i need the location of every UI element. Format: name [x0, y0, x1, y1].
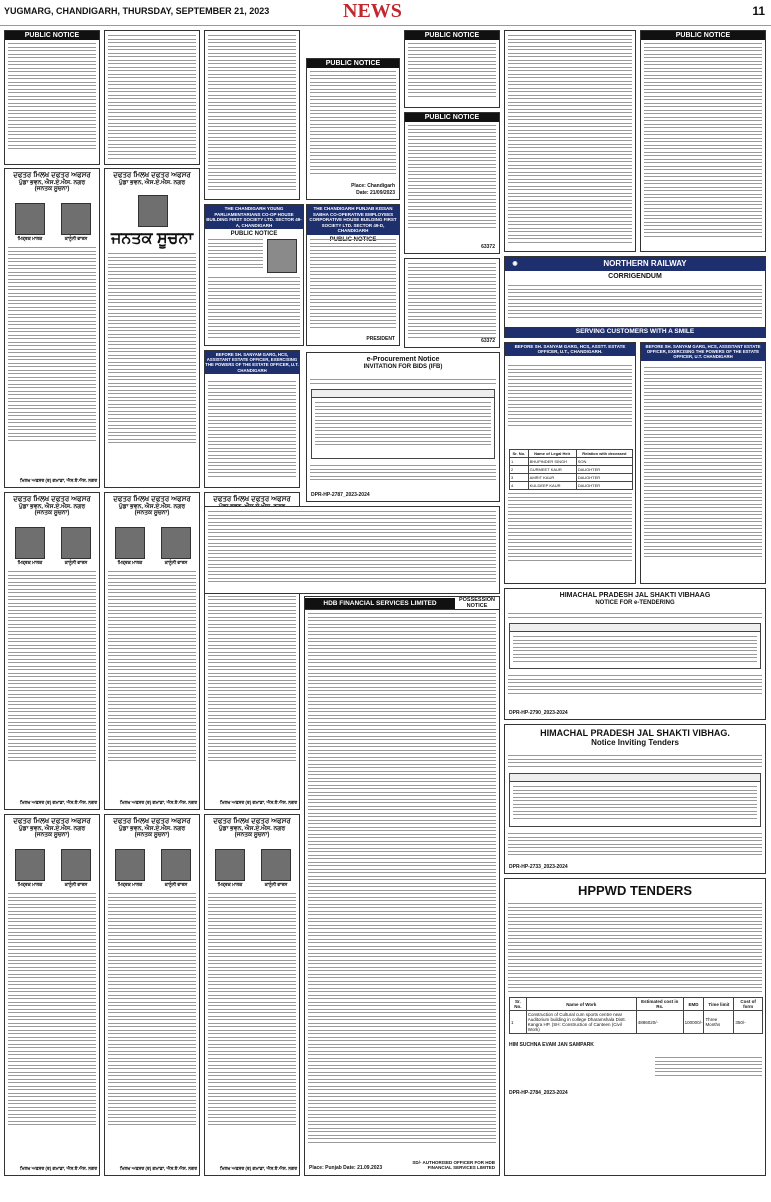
notice-address: ਪੁੱਡਾ ਭਵਨ, ਐਸ.ਏ.ਐਸ. ਨਗਰ: [118, 503, 186, 510]
hppwd-tender-notice: [504, 878, 766, 1176]
railway-logo-icon: ◉: [505, 257, 525, 271]
table-cell: DAUGHTER: [576, 466, 632, 474]
chandigarh-society-notice: [204, 204, 304, 346]
punjabi-notice-7: [204, 814, 300, 1176]
notice-body: [508, 365, 632, 428]
notice-body: [408, 263, 496, 340]
photo-caption-heir: ਕਾਨੂੰਨੀ ਵਾਰਸ: [64, 882, 88, 887]
photo-caption-heir: ਕਾਨੂੰਨੀ ਵਾਰਸ: [264, 882, 288, 887]
heir-photo: [161, 527, 191, 559]
notice-heading: PUBLIC NOTICE: [405, 31, 499, 40]
col1-public-notice: [4, 30, 100, 165]
col4-public-notice: [306, 58, 400, 200]
photo-caption-heir: ਕਾਨੂੰਨੀ ਵਾਰਸ: [64, 236, 88, 241]
table-cell: GURMEET KAUR: [528, 466, 576, 474]
hdb-place-date: Place: Punjab Date: 21.09.2023: [309, 1164, 383, 1171]
jal-reference: DPR-HP-2733_2023-2024: [509, 863, 568, 870]
notice-office: ਦਫਤਰ ਮਿਲਖ ਦਫਤਰ ਅਫਸਰ: [113, 818, 191, 825]
ifb-subtitle: INVITATION FOR BIDS (IFB): [363, 363, 443, 370]
col5-punjabi-notice: [404, 112, 500, 254]
table-cell: Three Months: [704, 1011, 734, 1034]
col5-english-notice: [404, 30, 500, 108]
heir-photo: [61, 203, 91, 235]
kissan-sabha-notice: [306, 204, 400, 346]
jal-table: [509, 623, 761, 669]
ifb-reference: DPR-HP-2787_2023-2024: [311, 491, 370, 498]
notice-kind: (ਜਨਤਕ ਸੂਚਨਾ): [134, 832, 170, 839]
photo-caption-heir: ਕਾਨੂੰਨੀ ਵਾਰਸ: [164, 882, 188, 887]
notice-number: 63372: [481, 243, 495, 250]
table-row: [510, 458, 633, 466]
hdb-authorised-officer: SD/- AUTHORISED OFFICER FOR HDB FINANCIAL SERVICES LIMITED: [412, 1160, 495, 1171]
notice-number: 63372: [481, 337, 495, 344]
estate-heading: BEFORE SH. SANYAM GARG, HCS, ASSISTANT ESTATE OFFICER, EXERCISING THE POWERS OF THE ESTATE OFFICER, U.T. CHANDIGARH: [641, 343, 765, 361]
table-cell: 4886020/-: [636, 1011, 683, 1034]
railway-brand: NORTHERN RAILWAY: [525, 257, 765, 271]
hppwd-reference: DPR-HP-2784_2023-2024: [509, 1090, 568, 1096]
notice-signatory: ਮਿਲਖ ਅਫਸਰ (ਰ) ਗਮਾਡਾ, ਐਸ.ਏ.ਐਸ. ਨਗਰ: [20, 1166, 97, 1172]
table-header-cell: Name of Work: [526, 998, 636, 1011]
hindi-legal-notice: [204, 506, 500, 594]
notice-heading: PUBLIC NOTICE: [5, 31, 99, 40]
notice-office: ਦਫਤਰ ਮਿਲਖ ਦਫਤਰ ਅਫਸਰ: [13, 818, 91, 825]
photo-caption-owner: ਮਿਤ੍ਰਕ ਮਾਲਕ: [117, 560, 143, 565]
jal-title: HIMACHAL PRADESH JAL SHAKTI VIBHAG.: [540, 728, 730, 738]
table-header-cell: Sr. No.: [510, 450, 529, 458]
heir-photo: [161, 849, 191, 881]
notice-body: [208, 381, 296, 479]
photo-caption-heir: ਕਾਨੂੰਨੀ ਵਾਰਸ: [164, 560, 188, 565]
ifb-footer: [310, 465, 496, 483]
hdb-possession-notice: [304, 596, 500, 1176]
hppwd-title: HPPWD TENDERS: [577, 883, 693, 898]
notice-place: Place: Chandigarh: [351, 182, 395, 189]
legal-heir-notice: [504, 342, 636, 584]
deceased-photo: [115, 849, 145, 881]
notice-office: ਦਫਤਰ ਮਿਲਖ ਦਫਤਰ ਅਫਸਰ: [113, 496, 191, 503]
notice-body-cont: [508, 493, 632, 563]
col3-hindi-notice: [204, 30, 300, 200]
deceased-photo: [115, 527, 145, 559]
table-cell: 1: [510, 458, 529, 466]
notice-body: [208, 35, 296, 193]
notice-office: ਦਫਤਰ ਮਿਲਖ ਦਫਤਰ ਅਫਸਰ: [13, 172, 91, 179]
notice-kind: (ਜਨਤਕ ਸੂਚਨਾ): [34, 186, 70, 193]
notice-body: [8, 893, 96, 1128]
notice-body: [408, 125, 496, 230]
punjabi-notice-5: [4, 814, 100, 1176]
table-cell: KULDEEP KAUR: [528, 482, 576, 490]
col6-public-notice: [640, 30, 766, 252]
notice-body: [644, 43, 762, 239]
notice-body: [508, 35, 632, 245]
jal-footer: [508, 833, 762, 858]
society-name: THE CHANDIGARH YOUNG PARLIAMENTARIANS CO-OP HOUSE BUILDING FIRST SOCIETY LTD. SECTOR 49-A, CHANDIGARH: [206, 206, 302, 228]
jal-subtitle: Notice Inviting Tenders: [591, 737, 679, 747]
table-header-cell: Estimated cost in Rs.: [636, 998, 683, 1011]
jal-intro: [508, 613, 762, 620]
jal-table: [509, 773, 761, 827]
hppwd-table: [509, 997, 763, 1034]
deceased-photo: [138, 195, 168, 227]
ifb-notice: [306, 352, 500, 502]
col2-gmada-notice: [104, 30, 200, 165]
notice-kind: (ਜਨਤਕ ਸੂਚਨਾ): [234, 832, 270, 839]
hdb-name: HDB FINANCIAL SERVICES LIMITED: [305, 598, 455, 609]
photo-caption-owner: ਮਿਤ੍ਰਕ ਮਾਲਕ: [17, 882, 43, 887]
jal-shakti-etender-notice: [504, 588, 766, 720]
notice-body: [108, 893, 196, 1128]
jal-intro: [508, 755, 762, 769]
notice-date: Date: 21/09/2023: [356, 189, 395, 196]
table-header-cell: Sr. No.: [510, 998, 527, 1011]
heir-photo: [261, 849, 291, 881]
ifb-title: e-Procurement Notice: [366, 356, 440, 363]
president-sign: PRESIDENT: [366, 335, 395, 342]
heir-photo: [61, 849, 91, 881]
table-row: [510, 474, 633, 482]
deceased-photo: [15, 849, 45, 881]
notice-body: [644, 367, 762, 560]
punjabi-notice-6: [104, 814, 200, 1176]
notice-body: [8, 247, 96, 443]
jal-reference: DPR-HP-2790_2023-2024: [509, 709, 568, 716]
notice-body: [208, 511, 496, 585]
table-row: [510, 466, 633, 474]
hppwd-signatory: [655, 1057, 762, 1078]
jantak-title: ਜਨਤਕ ਸੂਚਨਾ: [110, 230, 194, 248]
ifb-table: [311, 389, 495, 459]
jal-title: HIMACHAL PRADESH JAL SHAKTI VIBHAAG: [559, 592, 711, 599]
notice-address: ਪੁੱਡਾ ਭਵਨ, ਐਸ.ਏ.ਐਸ. ਨਗਰ: [118, 825, 186, 832]
table-header-cell: Cost of form: [734, 998, 763, 1011]
notice-body: [8, 571, 96, 764]
jal-shakti-nit-notice: [504, 724, 766, 874]
estate-heading: BEFORE SH. SANYAM GARG, HCS, ASSTT. ESTATE OFFICER, U.T., CHANDIGARH.: [505, 343, 635, 356]
notice-heading: PUBLIC NOTICE: [405, 113, 499, 122]
table-header-cell: EMD: [683, 998, 704, 1011]
notice-body: [310, 71, 396, 176]
legal-heir-table: [509, 449, 633, 490]
table-cell: BHUPINDER SINGH: [528, 458, 576, 466]
notice-body: [408, 43, 496, 99]
notice-body: [208, 893, 296, 1128]
punjabi-notice-1: [4, 168, 100, 488]
notice-address: ਪੁੱਡਾ ਭਵਨ, ਐਸ.ਏ.ਐਸ. ਨਗਰ: [18, 179, 86, 186]
table-row: [510, 1011, 763, 1034]
railway-body: [508, 285, 762, 320]
jantak-suchna-notice: [104, 168, 200, 488]
table-cell: 4: [510, 482, 529, 490]
notice-office: ਦਫਤਰ ਮਿਲਖ ਦਫਤਰ ਅਫਸਰ: [213, 818, 291, 825]
hppwd-intro: [508, 903, 762, 994]
table-cell: DAUGHTER: [576, 482, 632, 490]
notice-address: ਪੁੱਡਾ ਭਵਨ, ਐਸ.ਏ.ਐਸ. ਨਗਰ: [18, 503, 86, 510]
notice-body-cont: [208, 277, 300, 340]
table-cell: 1: [510, 1011, 527, 1034]
masthead-section: NEWS: [343, 0, 402, 22]
photo-caption-owner: ਮਿਤ੍ਰਕ ਮਾਲਕ: [217, 882, 243, 887]
col6-estate-notice: [640, 342, 766, 584]
notice-signatory: ਮਿਲਖ ਅਫਸਰ (ਰ) ਗਮਾਡਾ, ਐਸ.ਏ.ਐਸ. ਨਗਰ: [220, 1166, 297, 1172]
notice-address: ਪੁੱਡਾ ਭਵਨ, ਐਸ.ਏ.ਐਸ. ਨਗਰ: [118, 179, 186, 186]
notice-kind: (ਜਨਤਕ ਸੂਚਨਾ): [134, 510, 170, 517]
estate-office-notice: [204, 350, 300, 488]
table-header-cell: Name of Legal Heir: [528, 450, 576, 458]
photo-caption-heir: ਕਾਨੂੰਨੀ ਵਾਰਸ: [64, 560, 88, 565]
deceased-photo: [15, 203, 45, 235]
photo-caption-owner: ਮਿਤ੍ਰਕ ਮਾਲਕ: [17, 560, 43, 565]
notice-body: [208, 239, 263, 271]
notice-body: [108, 35, 196, 161]
table-cell: 3: [510, 474, 529, 482]
society-name: THE CHANDIGARH PUNJAB KISSAN SABHA CO-OPERATIVE EMPLOYEES CORPORATIVE HOUSE BUILDING FIRST SOCIETY LTD. SECTOR 49-D, CHANDIGARH: [307, 205, 399, 235]
table-cell: Construction of Cultural cum sports centre near Auditorium building in college Dharamshala Distt. Kangra HP. (SH: Construction of Canteen (Civil Work): [526, 1011, 636, 1034]
col5-punjabi-notice-2: [404, 258, 500, 348]
table-header-cell: Time limit: [704, 998, 734, 1011]
notice-body: [8, 43, 96, 152]
deceased-photo: [215, 849, 245, 881]
notice-body: [310, 239, 396, 330]
notice-kind: (ਜਨਤਕ ਸੂਚਨਾ): [34, 510, 70, 517]
hdb-body: [308, 613, 496, 1145]
notice-address: ਪੁੱਡਾ ਭਵਨ, ਐਸ.ਏ.ਐਸ. ਨਗਰ: [218, 825, 286, 832]
notice-office: ਦਫਤਰ ਮਿਲਖ ਦਫਤਰ ਅਫਸਰ: [213, 496, 291, 503]
table-cell: 100000/-: [683, 1011, 704, 1034]
notice-signatory: ਮਿਲਖ ਅਫਸਰ (ਰ) ਗਮਾਡਾ, ਐਸ.ਏ.ਐਸ. ਨਗਰ: [220, 800, 297, 806]
ifb-intro: [310, 379, 496, 386]
notice-signatory: ਮਿਲਖ ਅਫਸਰ (ਰ) ਗਮਾਡਾ, ਐਸ.ਏ.ਐਸ. ਨਗਰ: [20, 478, 97, 484]
photo-caption-owner: ਮਿਤ੍ਰਕ ਮਾਲਕ: [117, 882, 143, 887]
table-cell: 2: [510, 466, 529, 474]
masthead-date: YUGMARG, CHANDIGARH, THURSDAY, SEPTEMBER 21, 2023: [4, 6, 270, 16]
punjabi-notice-2: [4, 492, 100, 810]
member-photo: [267, 239, 297, 273]
notice-office: ਦਫਤਰ ਮਿਲਖ ਦਫਤਰ ਅਫਸਰ: [113, 172, 191, 179]
deceased-photo: [15, 527, 45, 559]
northern-railway-ad: [504, 256, 766, 338]
notice-body: [208, 571, 296, 764]
notice-signatory: ਮਿਲਖ ਅਫਸਰ (ਰ) ਗਮਾਡਾ, ਐਸ.ਏ.ਐਸ. ਨਗਰ: [120, 1166, 197, 1172]
table-cell: SON: [576, 458, 632, 466]
notice-heading: PUBLIC NOTICE: [307, 59, 399, 68]
notice-heading: PUBLIC NOTICE: [641, 31, 765, 40]
jal-subtitle: NOTICE FOR e-TENDERING: [595, 599, 675, 606]
notice-address: ਪੁੱਡਾ ਭਵਨ, ਐਸ.ਏ.ਐਸ. ਨਗਰ: [18, 825, 86, 832]
table-cell: AMRIT KAUR: [528, 474, 576, 482]
railway-slogan: SERVING CUSTOMERS WITH A SMILE: [505, 327, 765, 337]
table-header-cell: Relation with deceased: [576, 450, 632, 458]
notice-heading: PUBLIC NOTICE: [230, 231, 278, 237]
hppwd-signature-line: HIM SUCHNA EVAM JAN SAMPARK: [509, 1042, 594, 1048]
photo-caption-owner: ਮਿਤ੍ਰਕ ਮਾਲਕ: [17, 236, 43, 241]
notice-kind: (ਜਨਤਕ ਸੂਚਨਾ): [34, 832, 70, 839]
punjabi-notice-3: [104, 492, 200, 810]
table-row: [510, 482, 633, 490]
table-cell: 350/-: [734, 1011, 763, 1034]
table-cell: DAUGHTER: [576, 474, 632, 482]
col5-long-punjabi-notice: [504, 30, 636, 252]
railway-corrigendum: CORRIGENDUM: [608, 273, 662, 280]
notice-body: [108, 571, 196, 764]
notice-body: [108, 253, 196, 446]
heir-photo: [61, 527, 91, 559]
page-number: 11: [752, 4, 765, 18]
notice-signatory: ਮਿਲਖ ਅਫਸਰ (ਰ) ਗਮਾਡਾ, ਐਸ.ਏ.ਐਸ. ਨਗਰ: [20, 800, 97, 806]
notice-signatory: ਮਿਲਖ ਅਫਸਰ (ਰ) ਗਮਾਡਾ, ਐਸ.ਏ.ਐਸ. ਨਗਰ: [120, 800, 197, 806]
masthead: [0, 0, 771, 26]
estate-heading: BEFORE SH. SANYAM GARG, HCS, ASSISTANT ESTATE OFFICER, EXERCISING THE POWERS OF THE ESTATE OFFICER, U.T. CHANDIGARH: [205, 352, 299, 373]
jal-footer: [508, 675, 762, 696]
notice-office: ਦਫਤਰ ਮਿਲਖ ਦਫਤਰ ਅਫਸਰ: [13, 496, 91, 503]
hdb-notice-type: POSSESSION NOTICE: [458, 597, 496, 610]
